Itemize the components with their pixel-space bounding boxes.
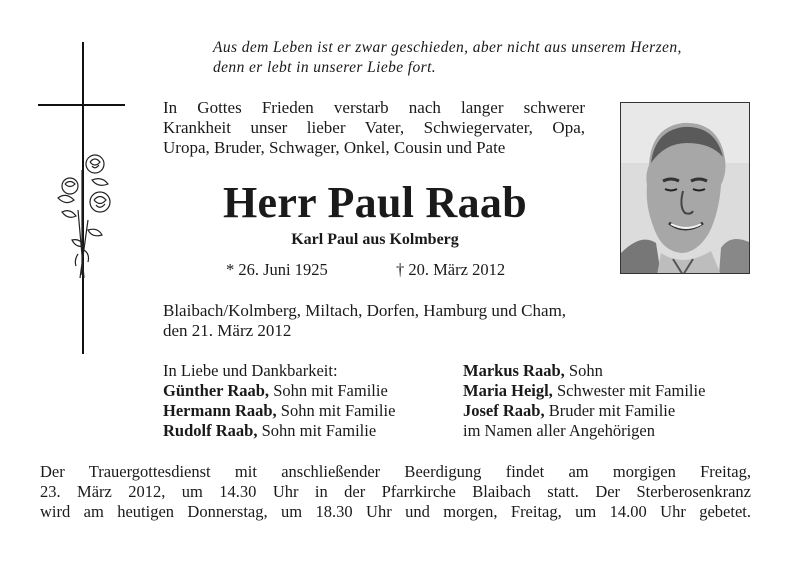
epitaph-quote — [213, 38, 773, 78]
intro-line: Krankheit unser lieber Vater, Schwiegervater, Opa, — [163, 118, 585, 137]
funeral-service-info — [40, 462, 751, 522]
mourner-name: Rudolf Raab, — [163, 421, 258, 440]
deceased-name: Herr Paul Raab — [222, 178, 528, 227]
mourner-relation: Sohn mit Familie — [269, 381, 388, 400]
mourner-name: Maria Heigl, — [463, 381, 553, 400]
mourner-row — [463, 361, 705, 381]
quote-line: Aus dem Leben ist er zwar geschieden, aber nicht aus unserem Herzen, — [213, 39, 682, 56]
place-and-date — [163, 301, 643, 341]
birth-date: * 26. Juni 1925 — [226, 260, 328, 279]
service-line: 23. März 2012, um 14.30 Uhr in der Pfarrkirche Blaibach statt. Der Sterberosenkranz — [40, 482, 751, 501]
cross-bar — [38, 104, 125, 106]
mourners-heading: In Liebe und Dankbarkeit: — [163, 361, 338, 380]
portrait-image — [621, 103, 750, 274]
mourner-relation: Sohn mit Familie — [276, 401, 396, 420]
portrait-photo — [620, 102, 750, 274]
mourner-name: Günther Raab, — [163, 381, 270, 400]
mourner-name: Josef Raab, — [463, 401, 545, 420]
place-line: Blaibach/Kolmberg, Miltach, Dorfen, Hamburg und Cham, — [163, 301, 567, 320]
mourner-row — [163, 421, 395, 441]
death-date: † 20. März 2012 — [396, 260, 506, 279]
mourner-relation: Bruder mit Familie — [544, 401, 676, 420]
intro-line: In Gottes Frieden verstarb nach langer schwerer — [163, 98, 585, 117]
mourner-row — [463, 381, 705, 401]
roses-icon — [48, 150, 123, 290]
quote-line: denn er lebt in unserer Liebe fort. — [213, 59, 437, 76]
deceased-subtitle: Karl Paul aus Kolmberg — [291, 231, 459, 248]
mourner-relation: Schwester mit Familie — [552, 381, 706, 400]
service-line: Der Trauergottesdienst mit anschließender Beerdigung findet am morgigen Freitag, — [40, 462, 751, 481]
death-announcement — [163, 98, 585, 158]
date-line: den 21. März 2012 — [163, 321, 292, 340]
mourners-left-column — [163, 361, 395, 441]
intro-line: Uropa, Bruder, Schwager, Onkel, Cousin und Pate — [163, 138, 506, 157]
mourner-row — [163, 381, 395, 401]
mourner-name: Hermann Raab, — [163, 401, 277, 420]
service-line: wird am heutigen Donnerstag, um 18.30 Uhr und morgen, Freitag, um 14.00 Uhr gebetet. — [40, 502, 751, 521]
mourner-relation: Sohn mit Familie — [257, 421, 377, 440]
mourner-row — [463, 401, 705, 421]
mourners-right-column — [463, 361, 705, 441]
mourner-relation: Sohn — [564, 361, 603, 380]
mourners-closing: im Namen aller Angehörigen — [463, 421, 655, 440]
mourner-name: Markus Raab, — [463, 361, 565, 380]
mourner-row — [163, 401, 395, 421]
